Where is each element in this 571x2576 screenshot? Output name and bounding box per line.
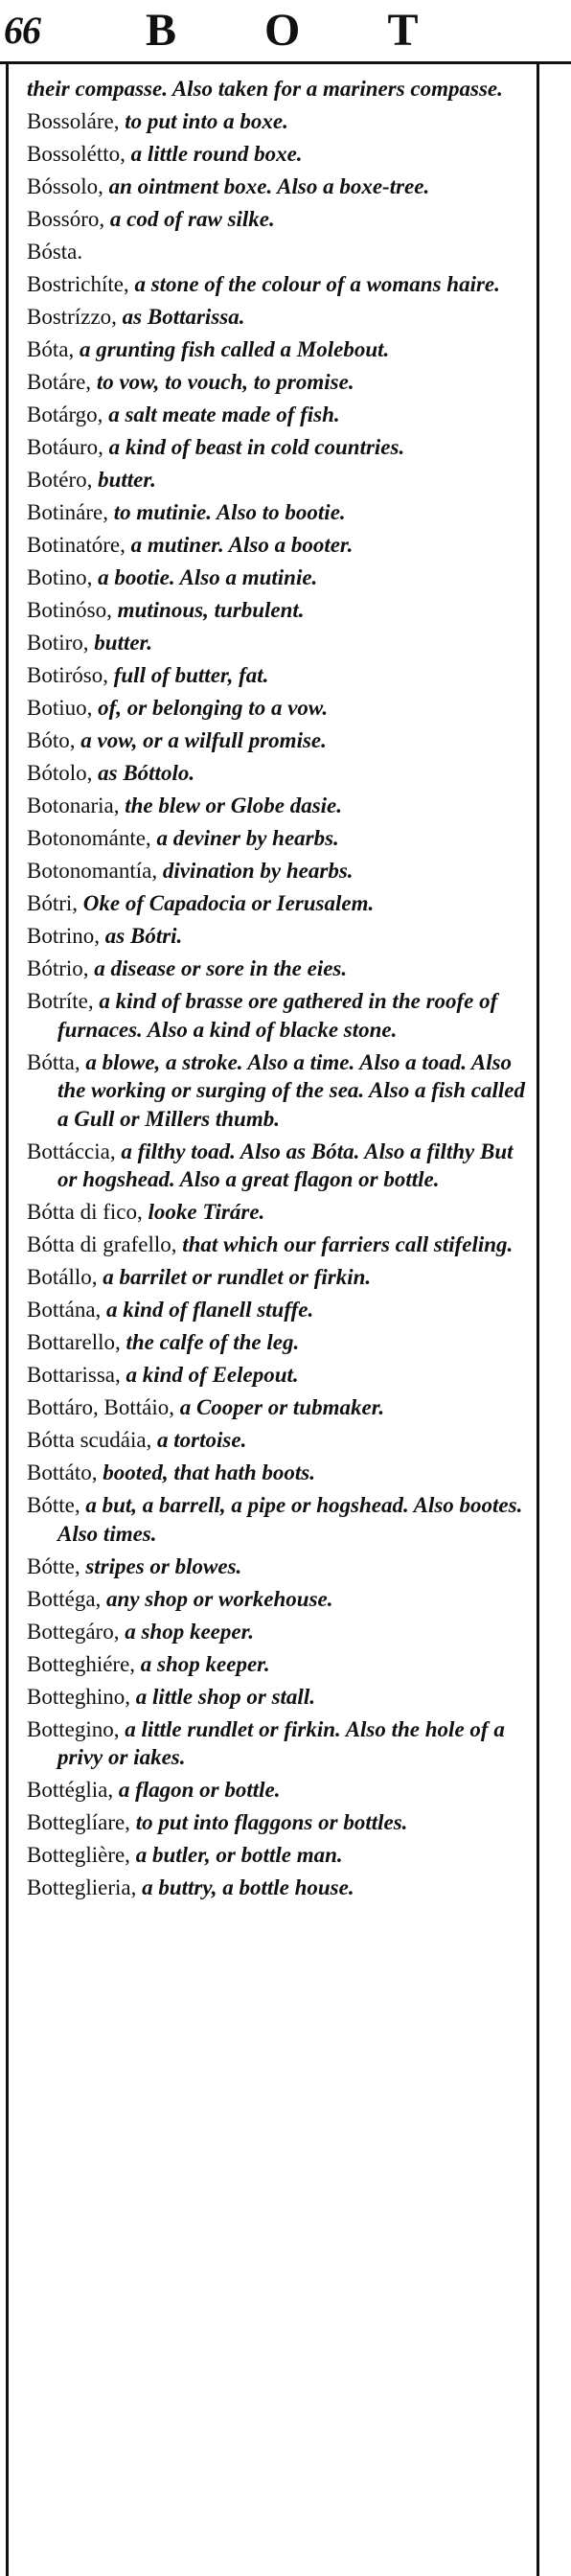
dictionary-entry bbox=[27, 140, 533, 169]
entry-headword: Bottarissa, bbox=[27, 1363, 121, 1387]
dictionary-entry bbox=[27, 857, 533, 886]
entry-headword: Bottéglia, bbox=[27, 1778, 114, 1802]
column-divider-rule bbox=[537, 64, 539, 2576]
dictionary-entry bbox=[27, 694, 533, 723]
entry-definition: to vow, to vouch, to promise. bbox=[91, 370, 354, 394]
dictionary-entry bbox=[27, 433, 533, 462]
entry-headword: Botiuo, bbox=[27, 696, 93, 720]
entry-headword: Botteghino, bbox=[27, 1684, 130, 1709]
entry-headword: Botteghiére, bbox=[27, 1651, 136, 1676]
dictionary-entry bbox=[27, 1296, 533, 1324]
entry-headword: Bóto, bbox=[27, 728, 76, 752]
entry-headword: Bottegáro, bbox=[27, 1619, 120, 1644]
entry-headword: Bótte, bbox=[27, 1493, 80, 1517]
entry-definition: a barrilet or rundlet or firkin. bbox=[97, 1265, 372, 1289]
entry-headword: Botáre, bbox=[27, 370, 92, 394]
dictionary-entry bbox=[27, 1618, 533, 1646]
entry-headword: Bostrichíte, bbox=[27, 272, 129, 296]
entry-definition: a kind of flanell stuffe. bbox=[101, 1298, 314, 1322]
entry-definition: their compasse. Also taken for a mariners compasse. bbox=[27, 77, 503, 101]
dictionary-entry bbox=[27, 1138, 533, 1194]
page-number: 66 bbox=[4, 9, 40, 52]
entry-definition: a butler, or bottle man. bbox=[129, 1843, 343, 1867]
entry-definition: a cod of raw silke. bbox=[104, 207, 275, 231]
entry-headword: Botinatóre, bbox=[27, 533, 126, 557]
entry-definition: an ointment boxe. Also a boxe-tree. bbox=[103, 174, 430, 198]
dictionary-entry bbox=[27, 1776, 533, 1805]
entry-headword: Botináre, bbox=[27, 500, 108, 524]
dictionary-entry bbox=[27, 1585, 533, 1614]
entry-definition: a but, a barrell, a pipe or hogshead. Also bootes. Also times. bbox=[57, 1493, 523, 1546]
entry-definition: a vow, or a wilfull promise. bbox=[75, 728, 327, 752]
entry-definition: to put into flaggons or bottles. bbox=[129, 1810, 408, 1834]
entry-headword: Botonomantía, bbox=[27, 859, 158, 883]
entry-headword: Botteglieria, bbox=[27, 1875, 137, 1899]
entry-headword: Bottáccia, bbox=[27, 1138, 116, 1163]
entry-definition: a mutiner. Also a booter. bbox=[125, 533, 354, 557]
dictionary-entry bbox=[27, 205, 533, 234]
entry-definition: a salt meate made of fish. bbox=[103, 402, 340, 426]
entry-headword: Bótta di grafello, bbox=[27, 1232, 177, 1256]
dictionary-entry bbox=[27, 335, 533, 364]
entry-definition: any shop or workehouse. bbox=[101, 1586, 333, 1611]
dictionary-entry bbox=[27, 172, 533, 201]
entry-headword: Botéro, bbox=[27, 468, 93, 492]
dictionary-entry bbox=[27, 661, 533, 690]
dictionary-entry bbox=[27, 1230, 533, 1259]
left-column bbox=[27, 75, 533, 1906]
dictionary-entry bbox=[27, 1715, 533, 1772]
entry-headword: Bótte, bbox=[27, 1553, 80, 1578]
dictionary-entry bbox=[27, 889, 533, 918]
entry-definition: the blew or Globe dasie. bbox=[119, 794, 342, 817]
dictionary-entry bbox=[27, 1459, 533, 1487]
dictionary-entry bbox=[27, 270, 533, 299]
entry-headword: Bottáro, Bottáio, bbox=[27, 1395, 174, 1419]
dictionary-entry bbox=[27, 531, 533, 560]
entry-definition: looke Tiráre. bbox=[142, 1200, 265, 1224]
entry-definition: a buttry, a bottle house. bbox=[136, 1875, 354, 1899]
entry-headword: Botállo, bbox=[27, 1265, 98, 1289]
dictionary-entry bbox=[27, 954, 533, 983]
entry-definition: a little shop or stall. bbox=[129, 1684, 315, 1709]
page-header bbox=[0, 0, 571, 61]
entry-definition: that which our farriers call stifeling. bbox=[176, 1232, 514, 1256]
entry-headword: Bottéga, bbox=[27, 1586, 102, 1611]
dictionary-entry bbox=[27, 1361, 533, 1390]
dictionary-entry bbox=[27, 1426, 533, 1455]
entry-definition: the calfe of the leg. bbox=[120, 1330, 300, 1354]
entry-definition: booted, that hath boots. bbox=[97, 1460, 315, 1484]
entry-definition: stripes or blowes. bbox=[80, 1553, 242, 1578]
entry-headword: Botonománte, bbox=[27, 826, 151, 850]
dictionary-entry bbox=[27, 792, 533, 820]
dictionary-entry bbox=[27, 1808, 533, 1837]
dictionary-entry bbox=[27, 1552, 533, 1581]
entry-headword: Bótri, bbox=[27, 891, 79, 915]
entry-definition: a tortoise. bbox=[151, 1428, 247, 1452]
entry-definition: a shop keeper. bbox=[119, 1619, 255, 1644]
entry-headword: Botteglíare, bbox=[27, 1810, 130, 1834]
entry-headword: Bótrio, bbox=[27, 956, 89, 980]
entry-headword: Bótolo, bbox=[27, 761, 93, 785]
dictionary-entry bbox=[27, 401, 533, 429]
dictionary-entry bbox=[27, 726, 533, 755]
entry-definition: a Cooper or tubmaker. bbox=[173, 1395, 385, 1419]
entry-headword: Bóta, bbox=[27, 337, 75, 361]
entry-definition: a kind of beast in cold countries. bbox=[103, 435, 405, 459]
entry-headword: Bóssolo, bbox=[27, 174, 103, 198]
entry-headword: Bottáto, bbox=[27, 1460, 98, 1484]
entry-headword: Botinóso, bbox=[27, 598, 112, 622]
entry-definition: to mutinie. Also to bootie. bbox=[107, 500, 346, 524]
entry-definition: of, or belonging to a vow. bbox=[92, 696, 329, 720]
dictionary-entry bbox=[27, 368, 533, 397]
dictionary-entry bbox=[27, 75, 533, 104]
dictionary-entry bbox=[27, 1328, 533, 1357]
dictionary-entry bbox=[27, 1683, 533, 1712]
entry-headword: Bostrízzo, bbox=[27, 305, 117, 329]
entry-headword: Botteglière, bbox=[27, 1843, 130, 1867]
entry-headword: Bossóro, bbox=[27, 207, 105, 231]
dictionary-entry bbox=[27, 824, 533, 853]
entry-definition: Oke of Capadocia or Ierusalem. bbox=[78, 891, 375, 915]
entry-headword: Botrino, bbox=[27, 924, 101, 948]
entry-definition: butter. bbox=[88, 631, 152, 655]
entry-headword: Bótta di fico, bbox=[27, 1200, 143, 1224]
dictionary-entry bbox=[27, 1841, 533, 1870]
entry-definition: a grunting fish called a Molebout. bbox=[74, 337, 390, 361]
dictionary-entry bbox=[27, 1393, 533, 1422]
dictionary-entry bbox=[27, 466, 533, 494]
entry-definition: a stone of the colour of a womans haire. bbox=[128, 272, 500, 296]
entry-headword: Botiro, bbox=[27, 631, 89, 655]
entry-headword: Botino, bbox=[27, 565, 93, 589]
entry-definition: butter. bbox=[92, 468, 156, 492]
entry-definition: mutinous, turbulent. bbox=[111, 598, 305, 622]
entry-headword: Botonaria, bbox=[27, 794, 120, 817]
entry-headword: Bottegino, bbox=[27, 1716, 120, 1741]
entry-definition: full of butter, fat. bbox=[107, 663, 269, 687]
dictionary-entry bbox=[27, 238, 533, 266]
entry-definition: a deviner by hearbs. bbox=[150, 826, 339, 850]
entry-definition: a kind of brasse ore gathered in the roofe of furnaces. Also a kind of blacke stone. bbox=[57, 989, 498, 1042]
entry-headword: Botárgo, bbox=[27, 402, 103, 426]
entry-headword: Bossolétto, bbox=[27, 142, 126, 166]
dictionary-entry bbox=[27, 107, 533, 136]
entry-definition: a disease or sore in the eies. bbox=[88, 956, 348, 980]
dictionary-entry bbox=[27, 1263, 533, 1292]
entry-definition: a filthy toad. Also as Bóta. Also a filthy But or hogshead. Also a great flagon or bottle. bbox=[57, 1138, 514, 1191]
entry-headword: Botáuro, bbox=[27, 435, 103, 459]
dictionary-entry bbox=[27, 1048, 533, 1134]
dictionary-entry bbox=[27, 1491, 533, 1548]
entry-definition: a bootie. Also a mutinie. bbox=[92, 565, 318, 589]
entry-headword: Bottarello, bbox=[27, 1330, 121, 1354]
entry-headword: Bósta. bbox=[27, 240, 83, 264]
dictionary-entry bbox=[27, 1198, 533, 1227]
dictionary-entry bbox=[27, 987, 533, 1044]
entry-definition: to put into a boxe. bbox=[119, 109, 288, 133]
dictionary-entry bbox=[27, 1874, 533, 1902]
entry-definition: as Bótri. bbox=[100, 924, 183, 948]
dictionary-entry bbox=[27, 498, 533, 527]
entry-definition: a little rundlet or firkin. Also the hole of a privy or iakes. bbox=[57, 1716, 505, 1769]
entry-definition: a flagon or bottle. bbox=[113, 1778, 281, 1802]
running-head: B O T bbox=[146, 5, 457, 56]
entry-definition: a blowe, a stroke. Also a time. Also a toad. Also the working or surging of the sea. Also a fish called a Gull or Millers thumb. bbox=[57, 1049, 525, 1131]
dictionary-entry bbox=[27, 1650, 533, 1679]
entry-definition: as Bóttolo. bbox=[92, 761, 195, 785]
header-rule bbox=[0, 61, 571, 64]
dictionary-entry bbox=[27, 759, 533, 788]
entry-definition: divination by hearbs. bbox=[157, 859, 354, 883]
entry-headword: Bótta scudáia, bbox=[27, 1428, 152, 1452]
entry-definition: a little round boxe. bbox=[125, 142, 303, 166]
dictionary-entry bbox=[27, 564, 533, 592]
entry-headword: Bossoláre, bbox=[27, 109, 120, 133]
entry-definition: as Bottarissa. bbox=[116, 305, 245, 329]
dictionary-entry bbox=[27, 629, 533, 657]
entry-definition: a kind of Eelepout. bbox=[120, 1363, 299, 1387]
entry-headword: Bottána, bbox=[27, 1298, 102, 1322]
left-margin-rule bbox=[6, 64, 9, 2576]
dictionary-entry bbox=[27, 596, 533, 625]
entry-headword: Botiróso, bbox=[27, 663, 108, 687]
entry-definition: a shop keeper. bbox=[135, 1651, 270, 1676]
entry-headword: Bótta, bbox=[27, 1049, 80, 1074]
dictionary-entry bbox=[27, 303, 533, 332]
entry-headword: Botríte, bbox=[27, 989, 94, 1013]
dictionary-entry bbox=[27, 922, 533, 951]
